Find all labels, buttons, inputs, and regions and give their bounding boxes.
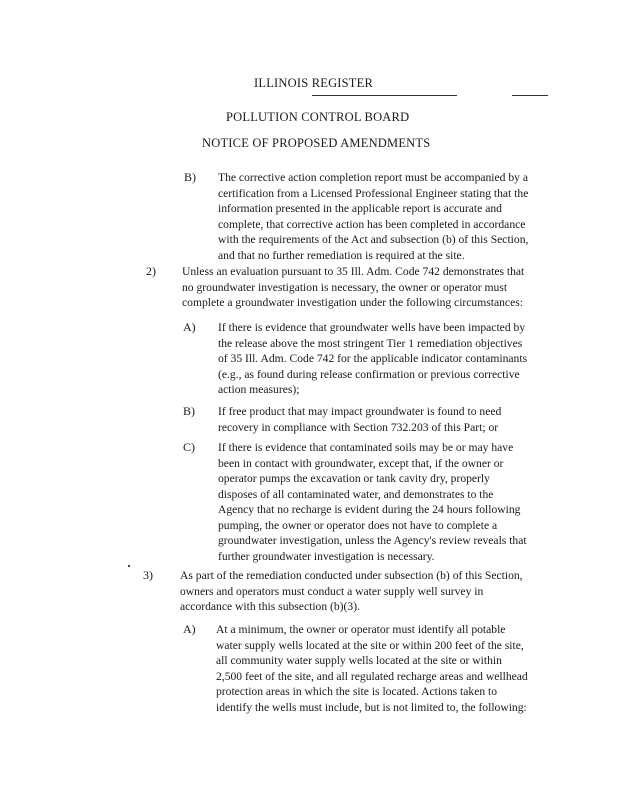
text-line: groundwater investigation, unless the Agency's review reveals that xyxy=(218,534,527,547)
section-label-b: B) xyxy=(184,170,196,184)
item-label-2: 2) xyxy=(146,264,156,278)
item-3-paragraph xyxy=(180,568,523,615)
text-line: with the requirements of the Act and subsection (b) of this Section, xyxy=(218,233,529,246)
text-line: If free product that may impact groundwater is found to need xyxy=(218,405,502,418)
text-line: 2,500 feet of the site, and all regulated recharge areas and wellhead xyxy=(216,669,528,683)
item-3a-paragraph xyxy=(216,622,528,715)
item-2c-paragraph xyxy=(218,440,527,564)
text-line: certification from a Licensed Professional Engineer stating that the xyxy=(218,186,529,200)
text-line: The corrective action completion report must be accompanied by a xyxy=(218,171,529,184)
scan-mark xyxy=(128,565,130,567)
text-line: operator pumps the excavation or tank cavity dry, properly xyxy=(218,472,490,485)
text-line: As part of the remediation conducted under subsection (b) of this Section, xyxy=(180,569,523,582)
text-line: complete, that corrective action has been completed in accordance xyxy=(218,217,526,231)
item-2b-label: B) xyxy=(183,404,195,418)
text-line: pumping, the owner or operator does not have to complete a xyxy=(218,518,498,532)
item-2a-paragraph xyxy=(218,320,527,398)
text-line: the release above the most stringent Tier 1 remediation objectives xyxy=(218,336,523,350)
text-line: Agency that no recharge is evident during the 24 hours following xyxy=(218,503,521,516)
text-line: further groundwater investigation is necessary. xyxy=(218,549,435,563)
text-line: of 35 Ill. Adm. Code 742 for the applicable indicator contaminants xyxy=(218,352,528,365)
section-b-paragraph xyxy=(218,170,528,263)
register-underline xyxy=(312,95,457,96)
register-title: ILLINOIS REGISTER xyxy=(254,76,374,90)
text-line: At a minimum, the owner or operator must identify all potable xyxy=(216,623,506,636)
item-2b-paragraph xyxy=(218,404,501,435)
item-2c-label: C) xyxy=(183,440,195,454)
text-line: complete a groundwater investigation under the following circumstances: xyxy=(182,296,523,309)
text-line: identify the wells must include, but is not limited to, the following: xyxy=(216,700,527,714)
item-2a-label: A) xyxy=(183,320,196,334)
item-2-paragraph xyxy=(182,264,524,311)
item-label-3: 3) xyxy=(143,568,153,582)
text-line: If there is evidence that groundwater wells have been impacted by xyxy=(218,321,526,334)
text-line: (e.g., as found during release confirmation or previous corrective xyxy=(218,367,520,381)
text-line: water supply wells located at the site or within 200 feet of the site, xyxy=(216,638,524,652)
page-number-underline xyxy=(512,95,548,96)
text-line: protection areas in which the site is located. Actions taken to xyxy=(216,685,498,698)
text-line: If there is evidence that contaminated soils may be or may have xyxy=(218,441,514,454)
text-line: and that no further remediation is required at the site. xyxy=(218,248,465,262)
text-line: Unless an evaluation pursuant to 35 Ill. Adm. Code 742 demonstrates that xyxy=(182,265,525,278)
text-line: been in contact with groundwater, except that, if the owner or xyxy=(218,456,504,470)
text-line: accordance with this subsection (b)(3). xyxy=(180,600,360,613)
text-line: all community water supply wells located at the site or within xyxy=(216,654,502,667)
board-title: POLLUTION CONTROL BOARD xyxy=(226,110,410,124)
item-3a-label: A) xyxy=(183,622,196,636)
notice-title: NOTICE OF PROPOSED AMENDMENTS xyxy=(202,136,431,150)
text-line: action measures); xyxy=(218,383,300,396)
text-line: no groundwater investigation is necessary, the owner or operator must xyxy=(182,280,508,294)
text-line: disposes of all contaminated water, and demonstrates to the xyxy=(218,487,494,501)
text-line: owners and operators must conduct a water supply well survey in xyxy=(180,584,484,598)
text-line: information presented in the applicable report is accurate and xyxy=(218,202,502,215)
text-line: recovery in compliance with Section 732.203 of this Part; or xyxy=(218,420,499,434)
